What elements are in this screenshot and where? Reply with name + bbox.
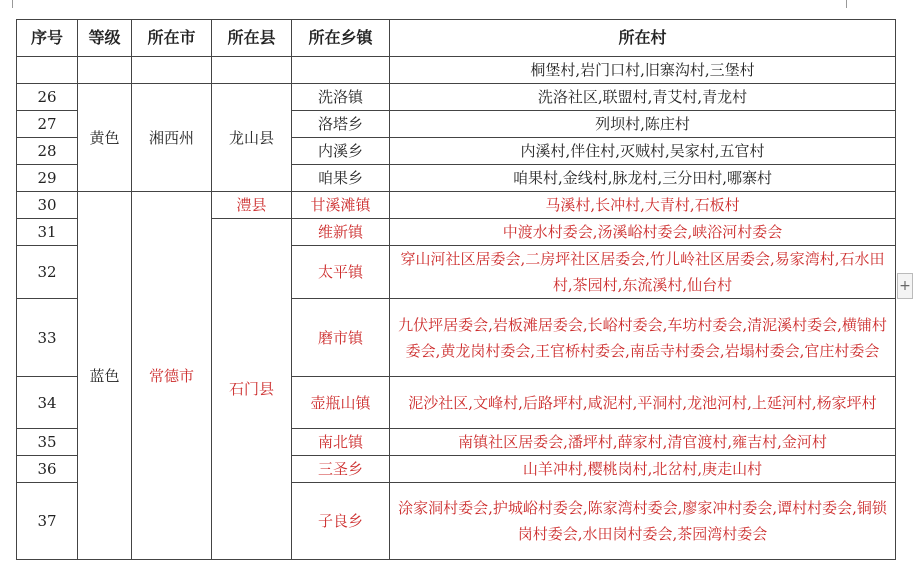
cell-no: 30 [17, 192, 78, 219]
cell-no: 27 [17, 111, 78, 138]
cell-village: 中渡水村委会,汤溪峪村委会,峡浴河村委会 [390, 219, 896, 246]
cell-county [212, 57, 292, 84]
cell-town: 洛塔乡 [292, 111, 390, 138]
cell-village: 内溪村,伴住村,灭贼村,吴家村,五官村 [390, 138, 896, 165]
cell-town: 维新镇 [292, 219, 390, 246]
cell-no: 33 [17, 299, 78, 377]
cell-city-xiangxi: 湘西州 [132, 84, 212, 192]
cell-level-blue: 蓝色 [78, 192, 132, 560]
cell-village: 咱果村,金线村,脉龙村,三分田村,哪寨村 [390, 165, 896, 192]
cell-town: 内溪乡 [292, 138, 390, 165]
cell-village: 穿山河社区居委会,二房坪社区居委会,竹儿岭社区居委会,易家湾村,石水田村,茶园村,东流溪村,仙台村 [390, 246, 896, 299]
header-city: 所在市 [132, 20, 212, 57]
cell-county-shimen: 石门县 [212, 219, 292, 560]
page-corner-mark [846, 0, 859, 8]
cell-county-longshan: 龙山县 [212, 84, 292, 192]
cell-town: 甘溪滩镇 [292, 192, 390, 219]
table-row [17, 57, 896, 84]
cell-city-changde: 常德市 [132, 192, 212, 560]
cell-town: 咱果乡 [292, 165, 390, 192]
header-county: 所在县 [212, 20, 292, 57]
page-corner-mark [0, 0, 13, 8]
header-level: 等级 [78, 20, 132, 57]
cell-town [292, 57, 390, 84]
cell-town: 太平镇 [292, 246, 390, 299]
cell-village: 涂家洞村委会,护城峪村委会,陈家湾村委会,廖家冲村委会,谭村村委会,铜锁岗村委会,水田岗村委会,茶园湾村委会 [390, 483, 896, 560]
cell-town: 子良乡 [292, 483, 390, 560]
cell-town: 壶瓶山镇 [292, 377, 390, 429]
header-village: 所在村 [390, 20, 896, 57]
cell-town: 洗洛镇 [292, 84, 390, 111]
cell-village: 桐堡村,岩门口村,旧寨沟村,三堡村 [390, 57, 896, 84]
cell-no: 37 [17, 483, 78, 560]
table-row [17, 192, 896, 219]
cell-village: 南镇社区居委会,潘坪村,薛家村,清官渡村,雍吉村,金河村 [390, 429, 896, 456]
cell-no: 26 [17, 84, 78, 111]
table-row [17, 84, 896, 111]
cell-village: 洗洛社区,联盟村,青艾村,青龙村 [390, 84, 896, 111]
cell-village: 九伏坪居委会,岩板滩居委会,长峪村委会,车坊村委会,清泥溪村委会,横铺村委会,黄龙岗村委会,王官桥村委会,南岳寺村委会,岩塌村委会,官庄村委会 [390, 299, 896, 377]
table-header-row [17, 20, 896, 57]
cell-no: 34 [17, 377, 78, 429]
cell-level-yellow: 黄色 [78, 84, 132, 192]
cell-no [17, 57, 78, 84]
cell-no: 31 [17, 219, 78, 246]
cell-town: 磨市镇 [292, 299, 390, 377]
cell-village: 列坝村,陈庄村 [390, 111, 896, 138]
cell-town: 三圣乡 [292, 456, 390, 483]
cell-no: 28 [17, 138, 78, 165]
table-expand-handle[interactable]: + [897, 273, 913, 299]
cell-level [78, 57, 132, 84]
cell-village: 泥沙社区,文峰村,后路坪村,咸泥村,平洞村,龙池河村,上延河村,杨家坪村 [390, 377, 896, 429]
risk-area-table [16, 19, 896, 560]
cell-town: 南北镇 [292, 429, 390, 456]
cell-village: 山羊冲村,樱桃岗村,北岔村,庚走山村 [390, 456, 896, 483]
cell-no: 35 [17, 429, 78, 456]
cell-village: 马溪村,长冲村,大青村,石板村 [390, 192, 896, 219]
cell-no: 32 [17, 246, 78, 299]
cell-no: 29 [17, 165, 78, 192]
cell-no: 36 [17, 456, 78, 483]
cell-city [132, 57, 212, 84]
header-town: 所在乡镇 [292, 20, 390, 57]
cell-county-lixian: 澧县 [212, 192, 292, 219]
header-no: 序号 [17, 20, 78, 57]
